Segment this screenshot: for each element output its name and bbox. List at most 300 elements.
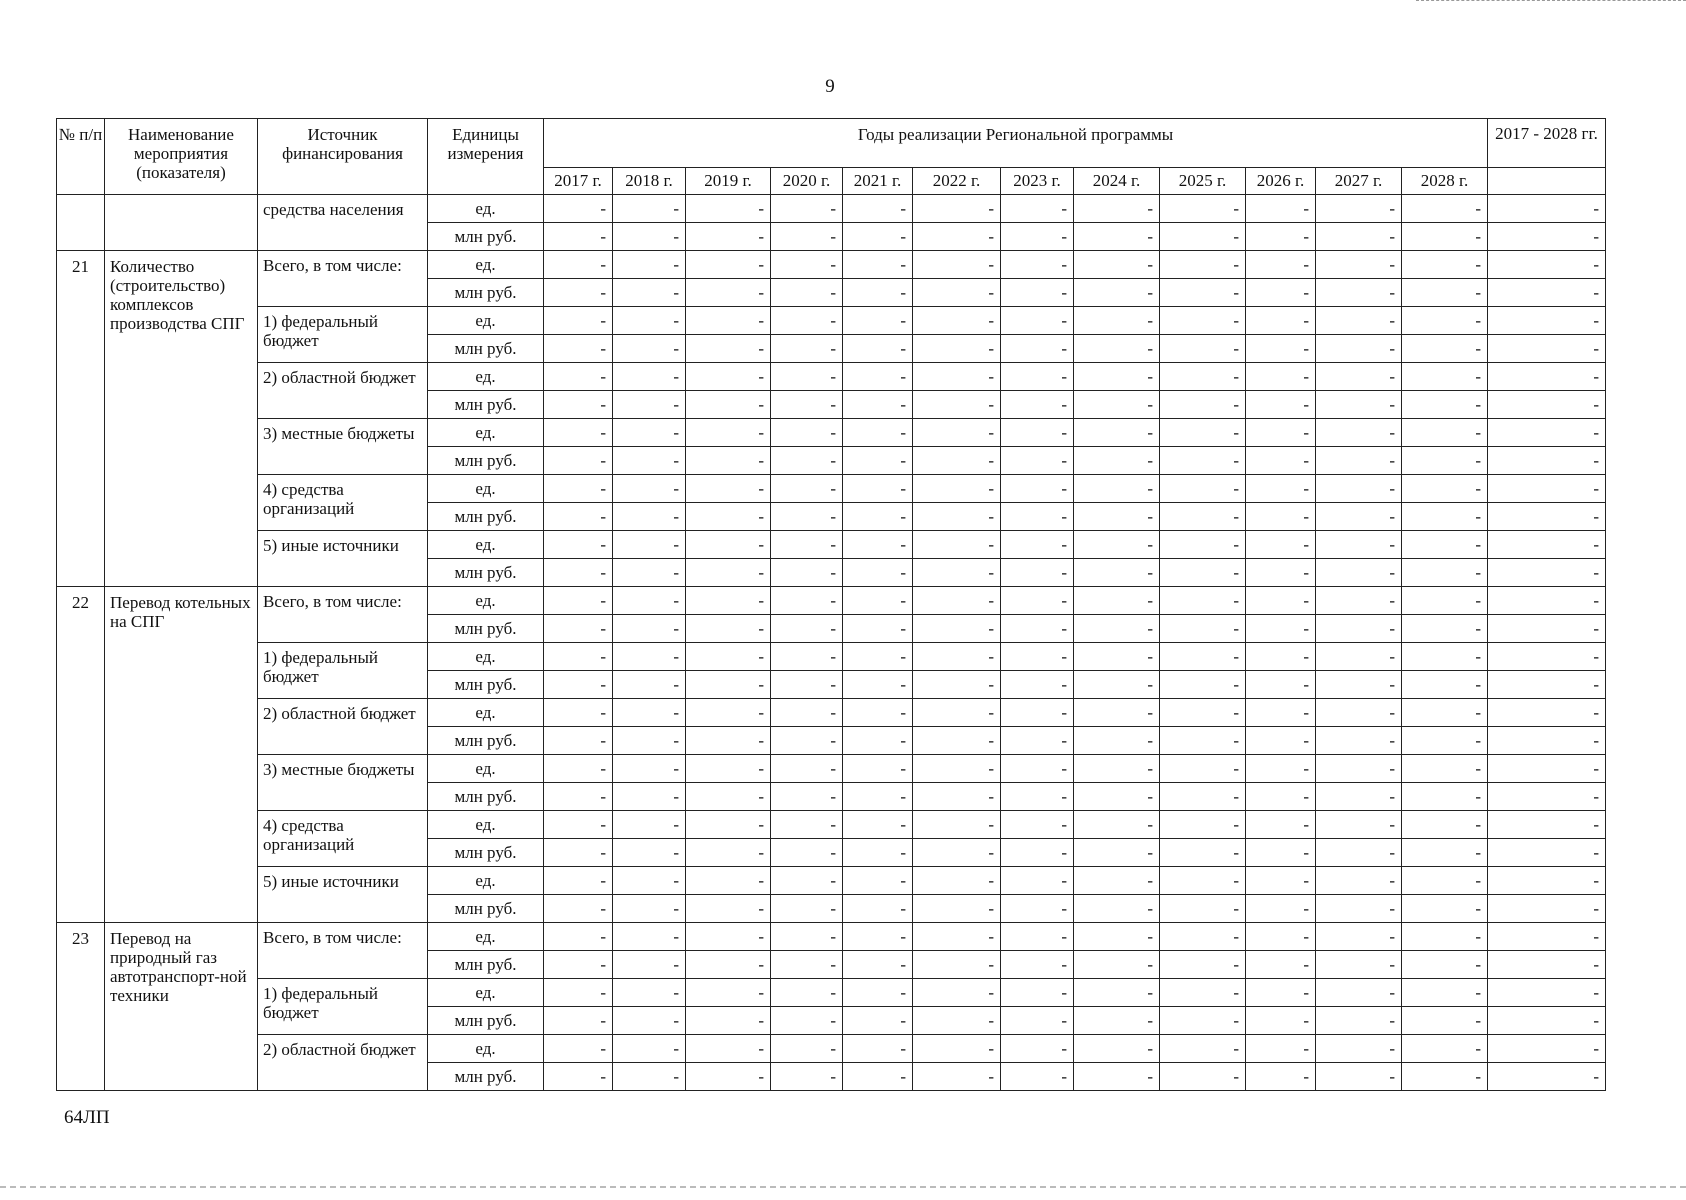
year-value: - [1074,475,1160,503]
year-header: 2028 г. [1402,168,1488,195]
year-value: - [771,643,843,671]
year-value: - [686,867,771,895]
year-value: - [1316,923,1402,951]
year-value: - [1316,783,1402,811]
year-value: - [1402,391,1488,419]
year-value: - [686,615,771,643]
year-value: - [1160,755,1246,783]
year-value: - [544,447,613,475]
year-value: - [1246,447,1316,475]
total-value: - [1488,503,1606,531]
year-value: - [686,1035,771,1063]
year-value: - [771,419,843,447]
unit-cell: млн руб. [428,671,544,699]
year-value: - [1160,503,1246,531]
year-value: - [843,979,913,1007]
unit-cell: ед. [428,307,544,335]
total-value: - [1488,811,1606,839]
total-value: - [1488,979,1606,1007]
year-value: - [843,839,913,867]
year-value: - [1074,951,1160,979]
year-value: - [1246,503,1316,531]
year-value: - [1246,1035,1316,1063]
year-value: - [686,979,771,1007]
year-value: - [771,195,843,223]
year-value: - [1074,531,1160,559]
scan-top-edge [1416,0,1686,4]
year-value: - [843,923,913,951]
funding-source: 4) средства организаций [258,475,428,531]
year-value: - [1001,1007,1074,1035]
year-value: - [613,979,686,1007]
year-value: - [544,923,613,951]
year-value: - [544,783,613,811]
year-value: - [1001,615,1074,643]
year-value: - [1316,475,1402,503]
year-value: - [771,447,843,475]
measure-name: Перевод на природный газ автотранспорт-ной техники [105,923,258,1091]
year-value: - [613,895,686,923]
unit-cell: ед. [428,531,544,559]
year-header: 2018 г. [613,168,686,195]
total-value: - [1488,419,1606,447]
year-value: - [544,587,613,615]
year-value: - [686,811,771,839]
year-value: - [1074,671,1160,699]
year-value: - [1402,923,1488,951]
total-value: - [1488,363,1606,391]
year-value: - [1074,307,1160,335]
year-value: - [771,307,843,335]
year-value: - [1160,895,1246,923]
year-value: - [544,811,613,839]
year-value: - [1074,279,1160,307]
total-value: - [1488,279,1606,307]
year-value: - [1316,223,1402,251]
year-value: - [1402,1035,1488,1063]
year-value: - [686,895,771,923]
year-value: - [1160,1035,1246,1063]
year-value: - [686,1007,771,1035]
total-value: - [1488,1035,1606,1063]
funding-source: 3) местные бюджеты [258,755,428,811]
year-value: - [1160,391,1246,419]
year-value: - [544,503,613,531]
year-value: - [1160,195,1246,223]
year-value: - [613,671,686,699]
year-value: - [1316,895,1402,923]
year-value: - [686,1063,771,1091]
year-value: - [1074,195,1160,223]
table-row [57,1035,1606,1063]
row-number: 22 [57,587,105,923]
year-value: - [1316,615,1402,643]
year-value: - [613,839,686,867]
year-value: - [1001,419,1074,447]
year-header: 2017 г. [544,168,613,195]
year-value: - [544,867,613,895]
year-value: - [843,587,913,615]
year-value: - [613,951,686,979]
year-value: - [1316,727,1402,755]
header-unit: Единицы измерения [428,119,544,195]
year-value: - [1160,671,1246,699]
year-value: - [843,1007,913,1035]
table-row [57,363,1606,391]
year-value: - [1402,419,1488,447]
unit-cell: ед. [428,699,544,727]
year-value: - [1316,979,1402,1007]
year-value: - [686,671,771,699]
year-value: - [843,615,913,643]
table-row [57,419,1606,447]
year-value: - [771,1035,843,1063]
year-header: 2026 г. [1246,168,1316,195]
unit-cell: млн руб. [428,895,544,923]
header-name: Наименование мероприятия (показателя) [105,119,258,195]
year-value: - [1074,615,1160,643]
year-value: - [843,391,913,419]
year-value: - [1316,755,1402,783]
year-value: - [1160,223,1246,251]
year-value: - [544,1035,613,1063]
funding-source: 1) федеральный бюджет [258,979,428,1035]
year-value: - [1160,615,1246,643]
year-value: - [1001,223,1074,251]
year-value: - [613,727,686,755]
year-value: - [1316,391,1402,419]
year-value: - [1160,867,1246,895]
total-value: - [1488,867,1606,895]
year-value: - [1001,335,1074,363]
year-value: - [613,699,686,727]
year-value: - [771,223,843,251]
year-value: - [613,419,686,447]
year-value: - [1316,363,1402,391]
year-value: - [1246,223,1316,251]
year-value: - [913,1063,1001,1091]
funding-source: 5) иные источники [258,867,428,923]
year-value: - [843,447,913,475]
year-value: - [686,783,771,811]
unit-cell: млн руб. [428,839,544,867]
year-value: - [771,475,843,503]
year-value: - [913,587,1001,615]
total-value: - [1488,587,1606,615]
year-value: - [1001,307,1074,335]
year-value: - [1246,811,1316,839]
year-value: - [1402,363,1488,391]
table-row [57,251,1606,279]
year-value: - [1160,251,1246,279]
year-header: 2024 г. [1074,168,1160,195]
year-value: - [913,979,1001,1007]
year-value: - [771,727,843,755]
header-source: Источник финансирования [258,119,428,195]
year-value: - [843,755,913,783]
year-value: - [1402,251,1488,279]
year-value: - [1160,363,1246,391]
year-value: - [686,279,771,307]
table-row [57,979,1606,1007]
year-value: - [613,475,686,503]
year-value: - [686,839,771,867]
unit-cell: ед. [428,419,544,447]
funding-source: Всего, в том числе: [258,587,428,643]
year-value: - [1402,979,1488,1007]
year-value: - [913,531,1001,559]
year-value: - [1001,279,1074,307]
year-value: - [771,699,843,727]
year-value: - [686,503,771,531]
year-value: - [1001,643,1074,671]
year-value: - [1074,447,1160,475]
year-value: - [771,1007,843,1035]
year-value: - [1402,475,1488,503]
unit-cell: млн руб. [428,1063,544,1091]
year-value: - [1001,699,1074,727]
total-value: - [1488,699,1606,727]
year-value: - [1160,727,1246,755]
unit-cell: млн руб. [428,503,544,531]
year-value: - [771,615,843,643]
year-value: - [913,615,1001,643]
unit-cell: млн руб. [428,279,544,307]
table-row [57,587,1606,615]
year-value: - [1001,783,1074,811]
year-value: - [913,363,1001,391]
year-value: - [686,727,771,755]
year-value: - [913,1035,1001,1063]
year-value: - [686,559,771,587]
year-value: - [1001,1035,1074,1063]
year-value: - [1246,615,1316,643]
year-value: - [843,559,913,587]
year-value: - [544,671,613,699]
year-value: - [1246,755,1316,783]
year-value: - [1001,727,1074,755]
year-value: - [613,307,686,335]
year-value: - [1246,1007,1316,1035]
year-value: - [1074,979,1160,1007]
year-value: - [613,531,686,559]
funding-source: 4) средства организаций [258,811,428,867]
measure-name: Количество (строительство) комплексов производства СПГ [105,251,258,587]
total-value: - [1488,1063,1606,1091]
year-value: - [544,1063,613,1091]
year-value: - [913,195,1001,223]
year-value: - [913,783,1001,811]
unit-cell: ед. [428,643,544,671]
year-value: - [913,503,1001,531]
year-value: - [1316,447,1402,475]
year-value: - [913,279,1001,307]
year-value: - [771,363,843,391]
year-value: - [843,251,913,279]
year-value: - [613,363,686,391]
year-value: - [1160,923,1246,951]
year-value: - [1001,363,1074,391]
year-value: - [913,895,1001,923]
year-value: - [544,839,613,867]
year-value: - [843,335,913,363]
year-value: - [1001,839,1074,867]
unit-cell: ед. [428,811,544,839]
year-value: - [843,307,913,335]
year-value: - [1316,531,1402,559]
total-value: - [1488,727,1606,755]
year-value: - [1001,671,1074,699]
year-value: - [1316,279,1402,307]
year-value: - [613,279,686,307]
year-value: - [1402,727,1488,755]
year-value: - [686,335,771,363]
year-value: - [613,503,686,531]
year-value: - [613,447,686,475]
year-value: - [1001,195,1074,223]
year-value: - [1246,419,1316,447]
year-value: - [843,195,913,223]
year-value: - [1316,643,1402,671]
year-header: 2019 г. [686,168,771,195]
year-value: - [1246,951,1316,979]
year-value: - [771,559,843,587]
funding-source: 2) областной бюджет [258,699,428,755]
year-value: - [1160,839,1246,867]
year-value: - [913,643,1001,671]
table-row [57,811,1606,839]
year-value: - [843,531,913,559]
unit-cell: млн руб. [428,335,544,363]
year-value: - [1246,587,1316,615]
unit-cell: млн руб. [428,559,544,587]
year-value: - [544,251,613,279]
year-value: - [913,307,1001,335]
year-value: - [843,363,913,391]
year-value: - [1001,447,1074,475]
year-value: - [1160,587,1246,615]
year-value: - [1246,699,1316,727]
year-value: - [771,335,843,363]
year-value: - [771,251,843,279]
total-value: - [1488,615,1606,643]
table-row [57,307,1606,335]
total-value: - [1488,895,1606,923]
year-value: - [843,727,913,755]
year-value: - [1402,223,1488,251]
year-value: - [1160,699,1246,727]
year-value: - [544,223,613,251]
scan-bottom-edge [0,1186,1686,1190]
year-value: - [1246,475,1316,503]
year-value: - [913,699,1001,727]
program-table [56,118,1606,1091]
year-value: - [913,1007,1001,1035]
year-value: - [771,783,843,811]
year-value: - [1402,811,1488,839]
unit-cell: ед. [428,867,544,895]
unit-cell: млн руб. [428,391,544,419]
year-value: - [544,307,613,335]
year-value: - [1001,251,1074,279]
year-value: - [544,559,613,587]
year-value: - [843,503,913,531]
year-value: - [1402,671,1488,699]
year-value: - [1246,363,1316,391]
funding-source: Всего, в том числе: [258,251,428,307]
total-value: - [1488,671,1606,699]
total-value: - [1488,559,1606,587]
year-value: - [1402,1007,1488,1035]
year-header: 2022 г. [913,168,1001,195]
year-value: - [771,671,843,699]
year-value: - [913,419,1001,447]
year-value: - [913,811,1001,839]
year-value: - [771,279,843,307]
year-value: - [913,839,1001,867]
year-value: - [1246,671,1316,699]
year-value: - [1160,279,1246,307]
total-value: - [1488,447,1606,475]
table-row [57,867,1606,895]
year-value: - [1402,195,1488,223]
year-value: - [1246,839,1316,867]
year-value: - [1074,643,1160,671]
year-value: - [1402,279,1488,307]
funding-source: 1) федеральный бюджет [258,307,428,363]
total-value: - [1488,531,1606,559]
unit-cell: ед. [428,587,544,615]
year-value: - [613,867,686,895]
year-value: - [544,419,613,447]
unit-cell: ед. [428,1035,544,1063]
funding-source: 2) областной бюджет [258,1035,428,1091]
total-value: - [1488,755,1606,783]
year-value: - [1160,447,1246,475]
funding-source: 2) областной бюджет [258,363,428,419]
year-value: - [1402,783,1488,811]
year-value: - [1316,1007,1402,1035]
total-value: - [1488,307,1606,335]
year-value: - [913,391,1001,419]
year-value: - [771,895,843,923]
year-value: - [1316,195,1402,223]
year-value: - [1402,559,1488,587]
total-value: - [1488,475,1606,503]
year-value: - [913,755,1001,783]
year-value: - [544,699,613,727]
year-value: - [544,531,613,559]
year-value: - [1001,979,1074,1007]
total-header-blank [1488,168,1606,195]
funding-source: 5) иные источники [258,531,428,587]
year-value: - [1001,503,1074,531]
year-value: - [544,195,613,223]
year-value: - [913,251,1001,279]
year-value: - [613,587,686,615]
year-value: - [613,923,686,951]
unit-cell: млн руб. [428,223,544,251]
table-row [57,195,1606,223]
year-value: - [1074,755,1160,783]
table-row [57,531,1606,559]
year-value: - [1160,335,1246,363]
year-value: - [843,1035,913,1063]
year-value: - [843,811,913,839]
year-value: - [613,559,686,587]
year-value: - [1316,503,1402,531]
year-value: - [544,951,613,979]
